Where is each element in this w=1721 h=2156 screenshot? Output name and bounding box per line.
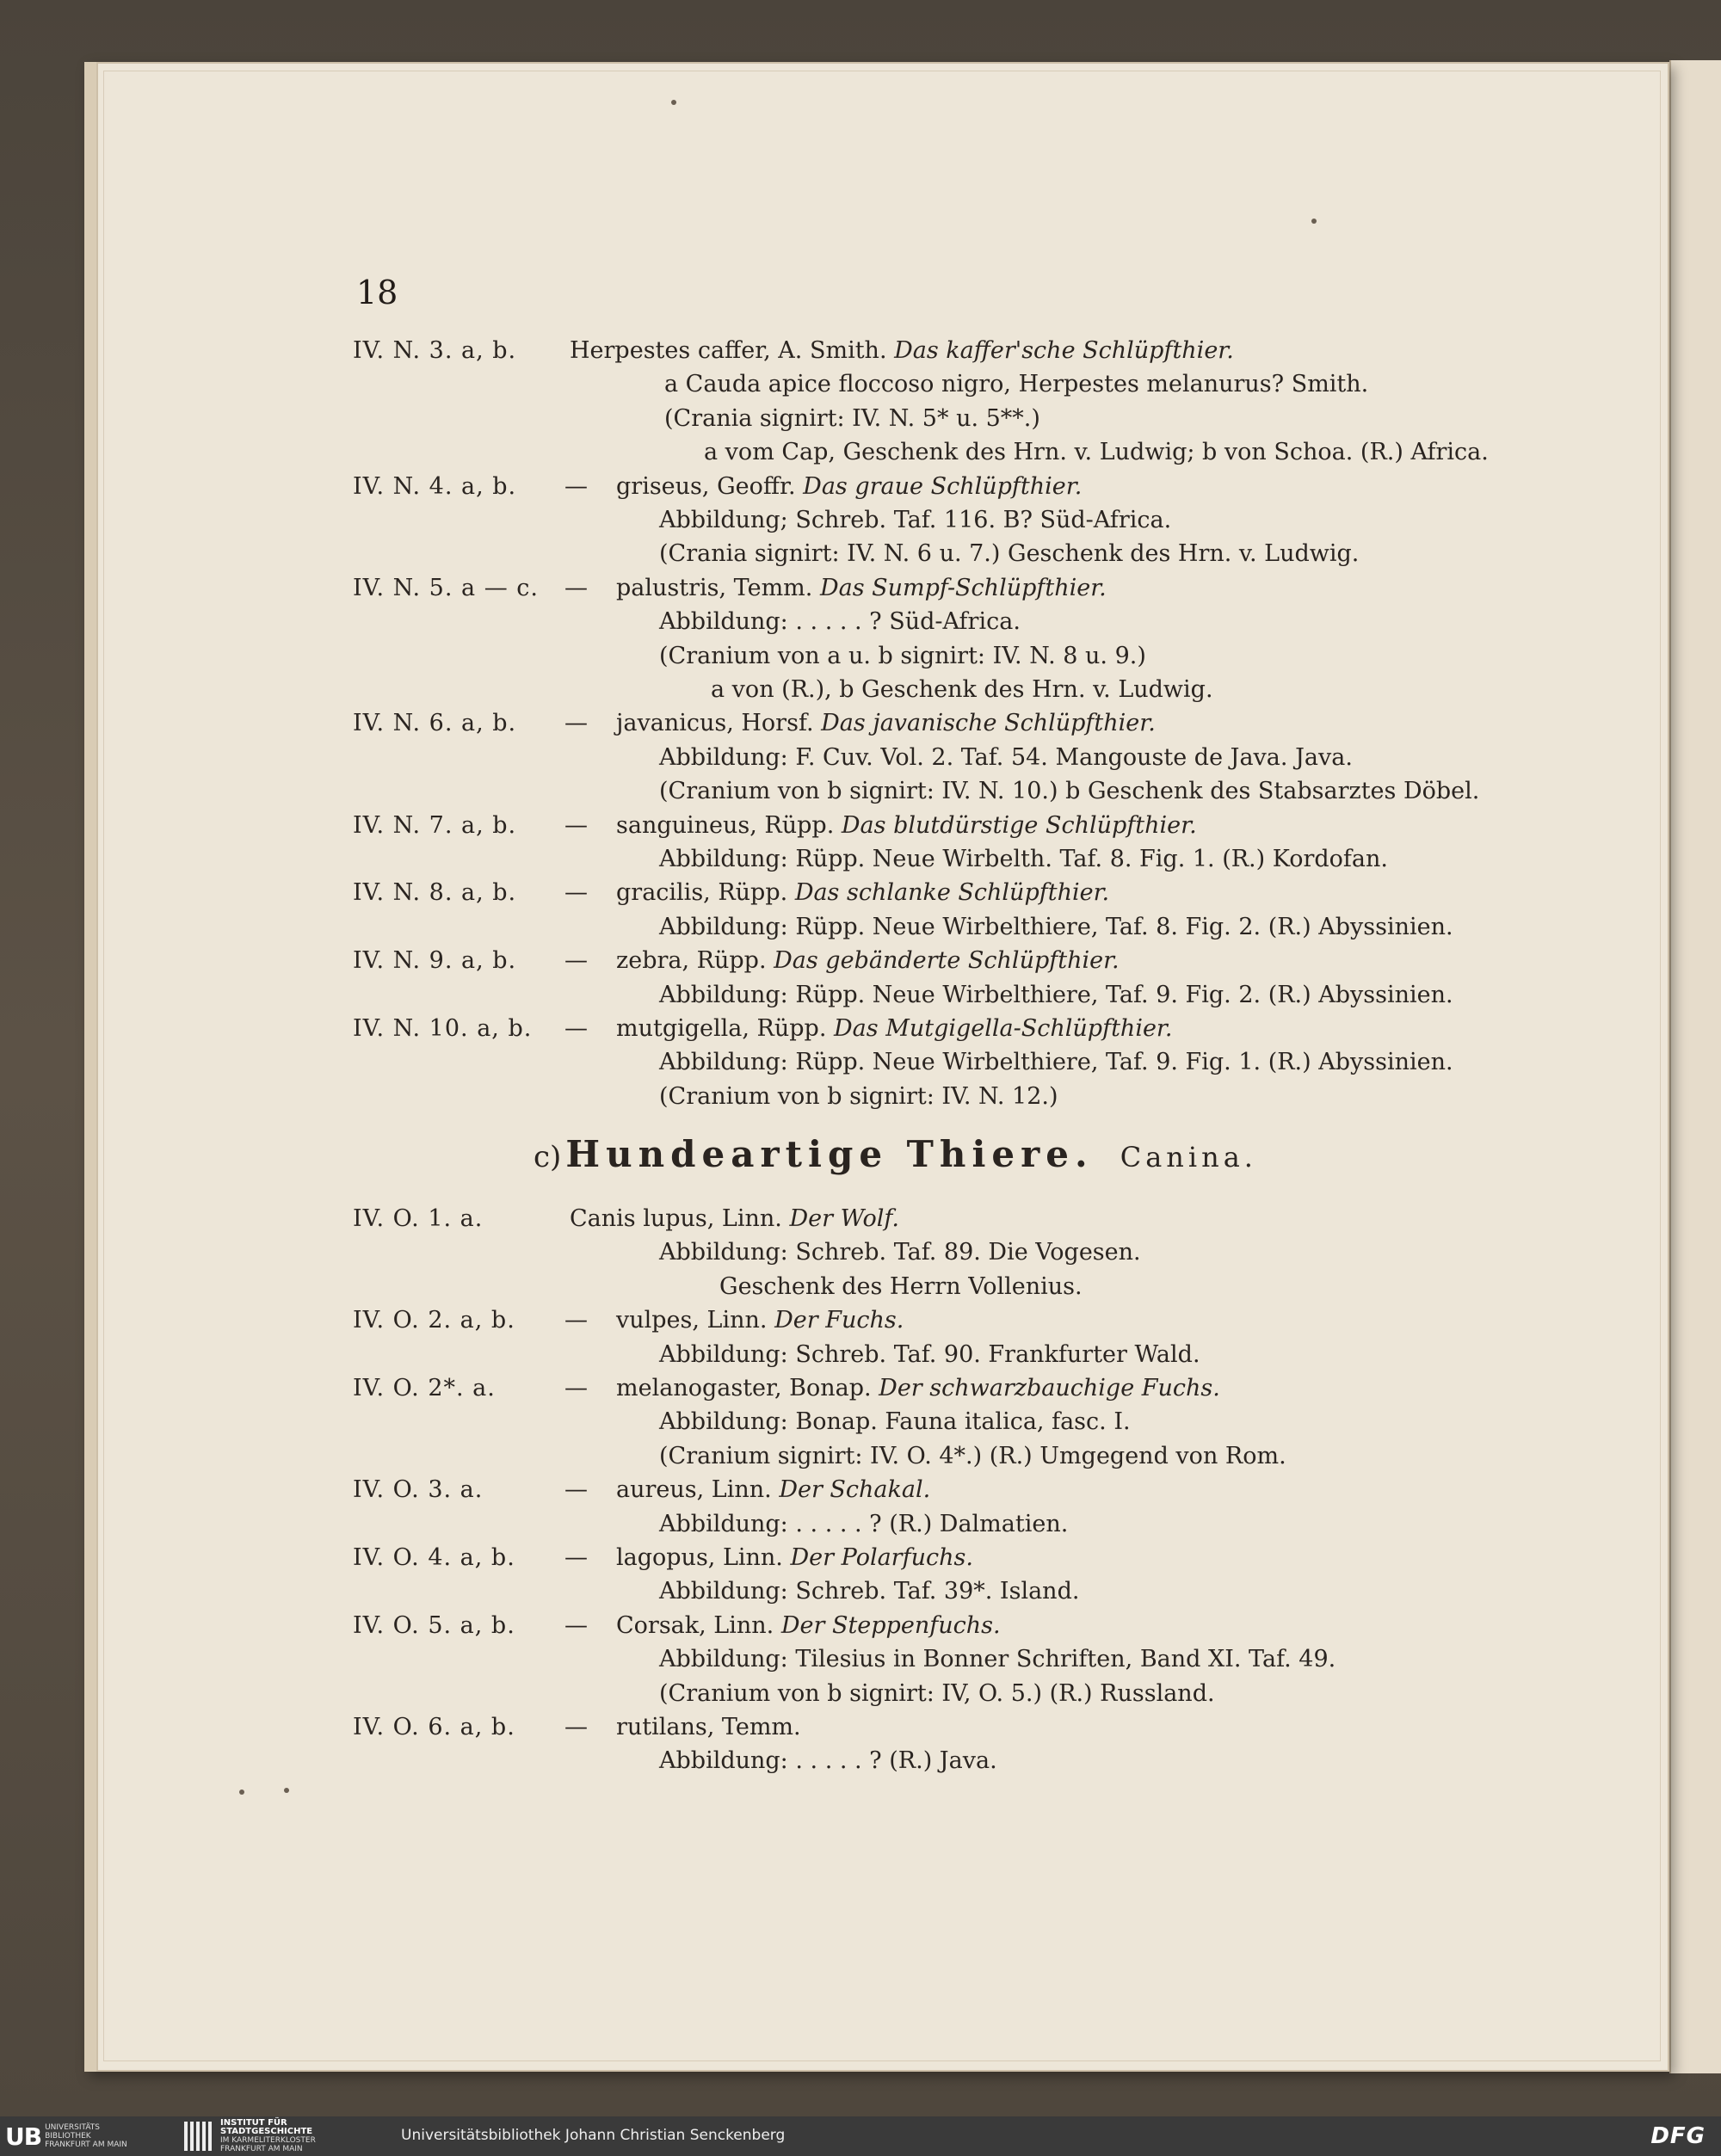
species-name [570, 1202, 899, 1236]
entry-code: IV. N. 6. a, b. [353, 710, 517, 737]
species-name [616, 1303, 904, 1338]
entry-code: IV. N. 4. a, b. [353, 472, 517, 500]
species-name [616, 1541, 973, 1575]
latin-name: griseus, Geoffr. [616, 472, 796, 500]
columns-icon [184, 2122, 215, 2151]
species-name [616, 571, 1107, 606]
latin-name: aureus, Linn. [616, 1476, 772, 1504]
latin-name: gracilis, Rüpp. [616, 879, 788, 907]
entry-detail-line: Geschenk des Herrn Vollenius. [719, 1272, 1083, 1300]
paper-speck [671, 100, 676, 105]
ditto-dash: — [564, 1476, 588, 1504]
german-name: Der Schakal. [779, 1476, 931, 1504]
latin-name: sanguineus, Rüpp. [616, 811, 835, 839]
latin-name: rutilans, Temm. [616, 1714, 801, 1740]
ditto-dash: — [564, 1611, 588, 1639]
german-name: Das graue Schlüpfthier. [803, 472, 1083, 500]
latin-name: palustris, Temm. [616, 574, 813, 601]
ditto-dash: — [564, 574, 588, 601]
latin-name: Herpestes caffer, A. Smith. [570, 337, 887, 364]
entry-code: IV. O. 5. a, b. [353, 1611, 515, 1639]
entry-code: IV. O. 2*. a. [353, 1375, 496, 1401]
entry-detail-line: Abbildung: Tilesius in Bonner Schriften, Band XI. Taf. 49. [659, 1646, 1336, 1673]
entry-code: IV. O. 4. a, b. [353, 1544, 515, 1571]
ub-logo [5, 2122, 127, 2151]
species-name [616, 876, 1109, 910]
german-name: Der Polarfuchs. [790, 1544, 973, 1571]
entry-detail-line: (Crania signirt: IV. N. 6 u. 7.) Geschenk des Hrn. v. Ludwig. [659, 540, 1360, 568]
german-name: Das kaffer'sche Schlüpfthier. [894, 337, 1234, 364]
ditto-dash: — [564, 710, 588, 737]
german-name: Der Fuchs. [774, 1307, 904, 1334]
dfg-logo: DFG [1650, 2123, 1706, 2149]
entry-detail-line: (Crania signirt: IV. N. 5* u. 5**.) [664, 404, 1040, 432]
ub-logo-text: UNIVERSITÄTS BIBLIOTHEK FRANKFURT AM MAIN [45, 2123, 127, 2149]
entry-detail-line: Abbildung: . . . . . ? (R.) Java. [659, 1747, 997, 1775]
ditto-dash: — [564, 879, 588, 907]
entry-detail-line: Abbildung: Schreb. Taf. 39*. Island. [659, 1578, 1080, 1605]
entry-code: IV. N. 7. a, b. [353, 811, 517, 839]
entry-code: IV. O. 2. a, b. [353, 1307, 515, 1334]
paper-speck [239, 1789, 244, 1795]
entry-code: IV. N. 5. a — c. [353, 574, 539, 601]
entry-detail-line: (Cranium von b signirt: IV, O. 5.) (R.) Russland. [659, 1679, 1215, 1707]
entry-code: IV. O. 1. a. [353, 1205, 484, 1232]
entry-code: IV. O. 6. a, b. [353, 1714, 515, 1740]
entry-detail-line: (Cranium von a u. b signirt: IV. N. 8 u. 9.) [659, 642, 1146, 669]
section-latin-name: Canina. [1120, 1141, 1257, 1173]
entry-code: IV. O. 3. a. [353, 1476, 484, 1504]
paper-speck [284, 1788, 289, 1793]
german-name: Das Sumpf-Schlüpfthier. [819, 574, 1107, 601]
page-number: 18 [356, 274, 398, 311]
latin-name: zebra, Rüpp. [616, 947, 767, 975]
latin-name: Canis lupus, Linn. [570, 1205, 782, 1232]
entry-detail-line: Abbildung: F. Cuv. Vol. 2. Taf. 54. Mangouste de Java. Java. [659, 743, 1353, 771]
german-name: Der Wolf. [789, 1205, 900, 1232]
species-name [616, 1609, 1001, 1643]
ditto-dash: — [564, 1015, 588, 1042]
entry-detail-line: Abbildung: Schreb. Taf. 89. Die Vogesen. [659, 1239, 1141, 1266]
species-name [616, 1473, 930, 1507]
section-title: Hundeartige Thiere. [565, 1133, 1094, 1175]
entry-detail-line: a Cauda apice floccoso nigro, Herpestes melanurus? Smith. [664, 371, 1369, 398]
entry-detail-line: (Cranium signirt: IV. O. 4*.) (R.) Umgegend von Rom. [659, 1442, 1286, 1469]
ditto-dash: — [564, 947, 588, 975]
latin-name: mutgigella, Rüpp. [616, 1015, 827, 1042]
entry-detail-line: Abbildung: Rüpp. Neue Wirbelth. Taf. 8. Fig. 1. (R.) Kordofan. [659, 846, 1388, 872]
entry-detail-line: Abbildung: Bonap. Fauna italica, fasc. I. [659, 1408, 1131, 1436]
latin-name: vulpes, Linn. [616, 1307, 768, 1334]
species-name [570, 334, 1234, 368]
german-name: Das javanische Schlüpfthier. [821, 710, 1156, 737]
paper-speck [1311, 219, 1317, 224]
species-name [616, 1012, 1172, 1046]
entry-detail-line: a vom Cap, Geschenk des Hrn. v. Ludwig; b von Schoa. (R.) Africa. [704, 439, 1489, 466]
ditto-dash: — [564, 472, 588, 500]
ditto-dash: — [564, 1375, 588, 1401]
latin-name: melanogaster, Bonap. [616, 1375, 872, 1401]
species-name [616, 470, 1082, 504]
german-name: Das schlanke Schlüpfthier. [794, 879, 1110, 907]
ditto-dash: — [564, 1544, 588, 1571]
species-name [616, 1710, 801, 1745]
entry-detail-line: Abbildung: . . . . . ? (R.) Dalmatien. [659, 1510, 1069, 1537]
isf-logo [184, 2118, 316, 2153]
ditto-dash: — [564, 1714, 588, 1740]
species-name [616, 809, 1197, 843]
latin-name: Corsak, Linn. [616, 1611, 774, 1639]
german-name: Das gebänderte Schlüpfthier. [774, 947, 1120, 975]
isf-logo-text: INSTITUT FÜR STADTGESCHICHTE IM KARMELITERKLOSTER FRANKFURT AM MAIN [220, 2118, 316, 2153]
footer-bar [0, 2116, 1721, 2156]
species-name [616, 944, 1120, 978]
section-letter: c) [534, 1140, 562, 1174]
section-heading [534, 1132, 1257, 1177]
entry-code: IV. N. 8. a, b. [353, 879, 517, 907]
latin-name: javanicus, Horsf. [616, 710, 814, 737]
entry-detail-line: Abbildung: Schreb. Taf. 90. Frankfurter Wald. [659, 1340, 1200, 1368]
german-name: Das blutdürstige Schlüpfthier. [841, 811, 1197, 839]
entry-detail-line: (Cranium von b signirt: IV. N. 10.) b Geschenk des Stabsarztes Döbel. [659, 778, 1480, 805]
entry-detail-line: Abbildung: Rüpp. Neue Wirbelthiere, Taf. 9. Fig. 1. (R.) Abyssinien. [659, 1049, 1453, 1076]
entry-detail-line: Abbildung: . . . . . ? Süd-Africa. [659, 608, 1021, 636]
species-name [616, 706, 1156, 741]
entry-detail-line: Abbildung; Schreb. Taf. 116. B? Süd-Africa. [659, 507, 1172, 533]
ditto-dash: — [564, 811, 588, 839]
ub-logo-mark: UB [5, 2122, 42, 2151]
german-name: Der schwarzbauchige Fuchs. [879, 1375, 1220, 1401]
library-name: Universitätsbibliothek Johann Christian Senckenberg [401, 2127, 786, 2144]
entry-detail-line: a von (R.), b Geschenk des Hrn. v. Ludwig. [711, 676, 1213, 703]
german-name: Der Steppenfuchs. [780, 1611, 1001, 1639]
german-name: Das Mutgigella-Schlüpfthier. [834, 1015, 1173, 1042]
ditto-dash: — [564, 1307, 588, 1334]
entry-detail-line: (Cranium von b signirt: IV. N. 12.) [659, 1082, 1058, 1110]
latin-name: lagopus, Linn. [616, 1544, 783, 1571]
entry-detail-line: Abbildung: Rüpp. Neue Wirbelthiere, Taf. 8. Fig. 2. (R.) Abyssinien. [659, 913, 1453, 940]
adjacent-page-edge [1669, 60, 1721, 2073]
species-name [616, 1371, 1220, 1406]
entry-code: IV. N. 9. a, b. [353, 947, 517, 975]
entry-code: IV. N. 3. a, b. [353, 337, 517, 364]
entry-detail-line: Abbildung: Rüpp. Neue Wirbelthiere, Taf. 9. Fig. 2. (R.) Abyssinien. [659, 981, 1453, 1008]
entry-code: IV. N. 10. a, b. [353, 1015, 533, 1042]
